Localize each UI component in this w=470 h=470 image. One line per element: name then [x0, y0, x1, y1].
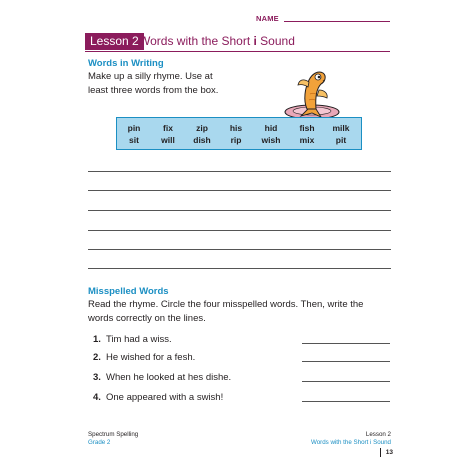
- page-number: 13: [380, 448, 393, 457]
- footer-book-title: Spectrum Spelling: [88, 431, 139, 438]
- misspelled-words-heading: Misspelled Words: [88, 286, 169, 297]
- writing-line[interactable]: [88, 249, 391, 250]
- item-sentence: When he looked at hes dishe.: [106, 372, 232, 383]
- footer-lesson: Lesson 2: [365, 431, 391, 438]
- word-box-word: hid: [264, 123, 278, 133]
- lesson-title-suffix: Sound: [256, 34, 295, 48]
- item-sentence: One appeared with a swish!: [106, 392, 224, 403]
- name-field[interactable]: [256, 14, 390, 26]
- answer-line[interactable]: [302, 381, 390, 382]
- word-box-word: rip: [230, 135, 242, 145]
- item-number: 2.: [93, 352, 101, 363]
- word-box-word: sit: [129, 135, 139, 145]
- words-in-writing-heading: Words in Writing: [88, 58, 164, 69]
- item-sentence: He wished for a fesh.: [106, 352, 196, 363]
- word-box-word: zip: [196, 123, 208, 133]
- misspelled-words-instructions-1: Read the rhyme. Circle the four misspelled words. Then, write the: [88, 299, 364, 310]
- word-box-word: milk: [332, 123, 350, 133]
- footer-lesson-title: Words with the Short i Sound: [310, 439, 391, 446]
- writing-line[interactable]: [88, 171, 391, 172]
- words-in-writing-instructions-2: least three words from the box.: [88, 85, 219, 96]
- word-box-word: wish: [261, 135, 281, 145]
- word-box-word: will: [161, 135, 175, 145]
- name-label: NAME: [256, 14, 279, 23]
- lesson-title-prefix: Words with the Short: [139, 34, 254, 48]
- lesson-title-letter: i: [253, 34, 257, 48]
- words-in-writing-instructions-1: Make up a silly rhyme. Use at: [88, 71, 213, 82]
- writing-line[interactable]: [88, 268, 391, 269]
- lesson-header: [85, 33, 390, 50]
- word-box-word: fish: [299, 123, 315, 133]
- answer-line[interactable]: [302, 401, 390, 402]
- item-number: 4.: [93, 392, 101, 403]
- word-box: [116, 117, 362, 150]
- word-box-word: dish: [193, 135, 211, 145]
- lesson-number-badge: Lesson 2: [85, 33, 144, 50]
- answer-line[interactable]: [302, 361, 390, 362]
- writing-line[interactable]: [88, 210, 391, 211]
- fish-on-plate-icon: [283, 60, 341, 122]
- item-sentence: Tim had a wiss.: [106, 334, 172, 345]
- word-box-word: his: [229, 123, 243, 133]
- answer-line[interactable]: [302, 343, 390, 344]
- word-box-word: pit: [335, 135, 347, 145]
- word-box-word: fix: [163, 123, 173, 133]
- footer-grade: Grade 2: [88, 439, 111, 446]
- name-line[interactable]: [284, 21, 390, 22]
- word-box-word: pin: [127, 123, 141, 133]
- word-box-word: mix: [299, 135, 315, 145]
- writing-line[interactable]: [88, 230, 391, 231]
- lesson-title: [139, 33, 295, 50]
- item-number: 1.: [93, 334, 101, 345]
- misspelled-words-instructions-2: words correctly on the lines.: [88, 313, 206, 324]
- item-number: 3.: [93, 372, 101, 383]
- lesson-rule: [85, 51, 390, 52]
- writing-line[interactable]: [88, 190, 391, 191]
